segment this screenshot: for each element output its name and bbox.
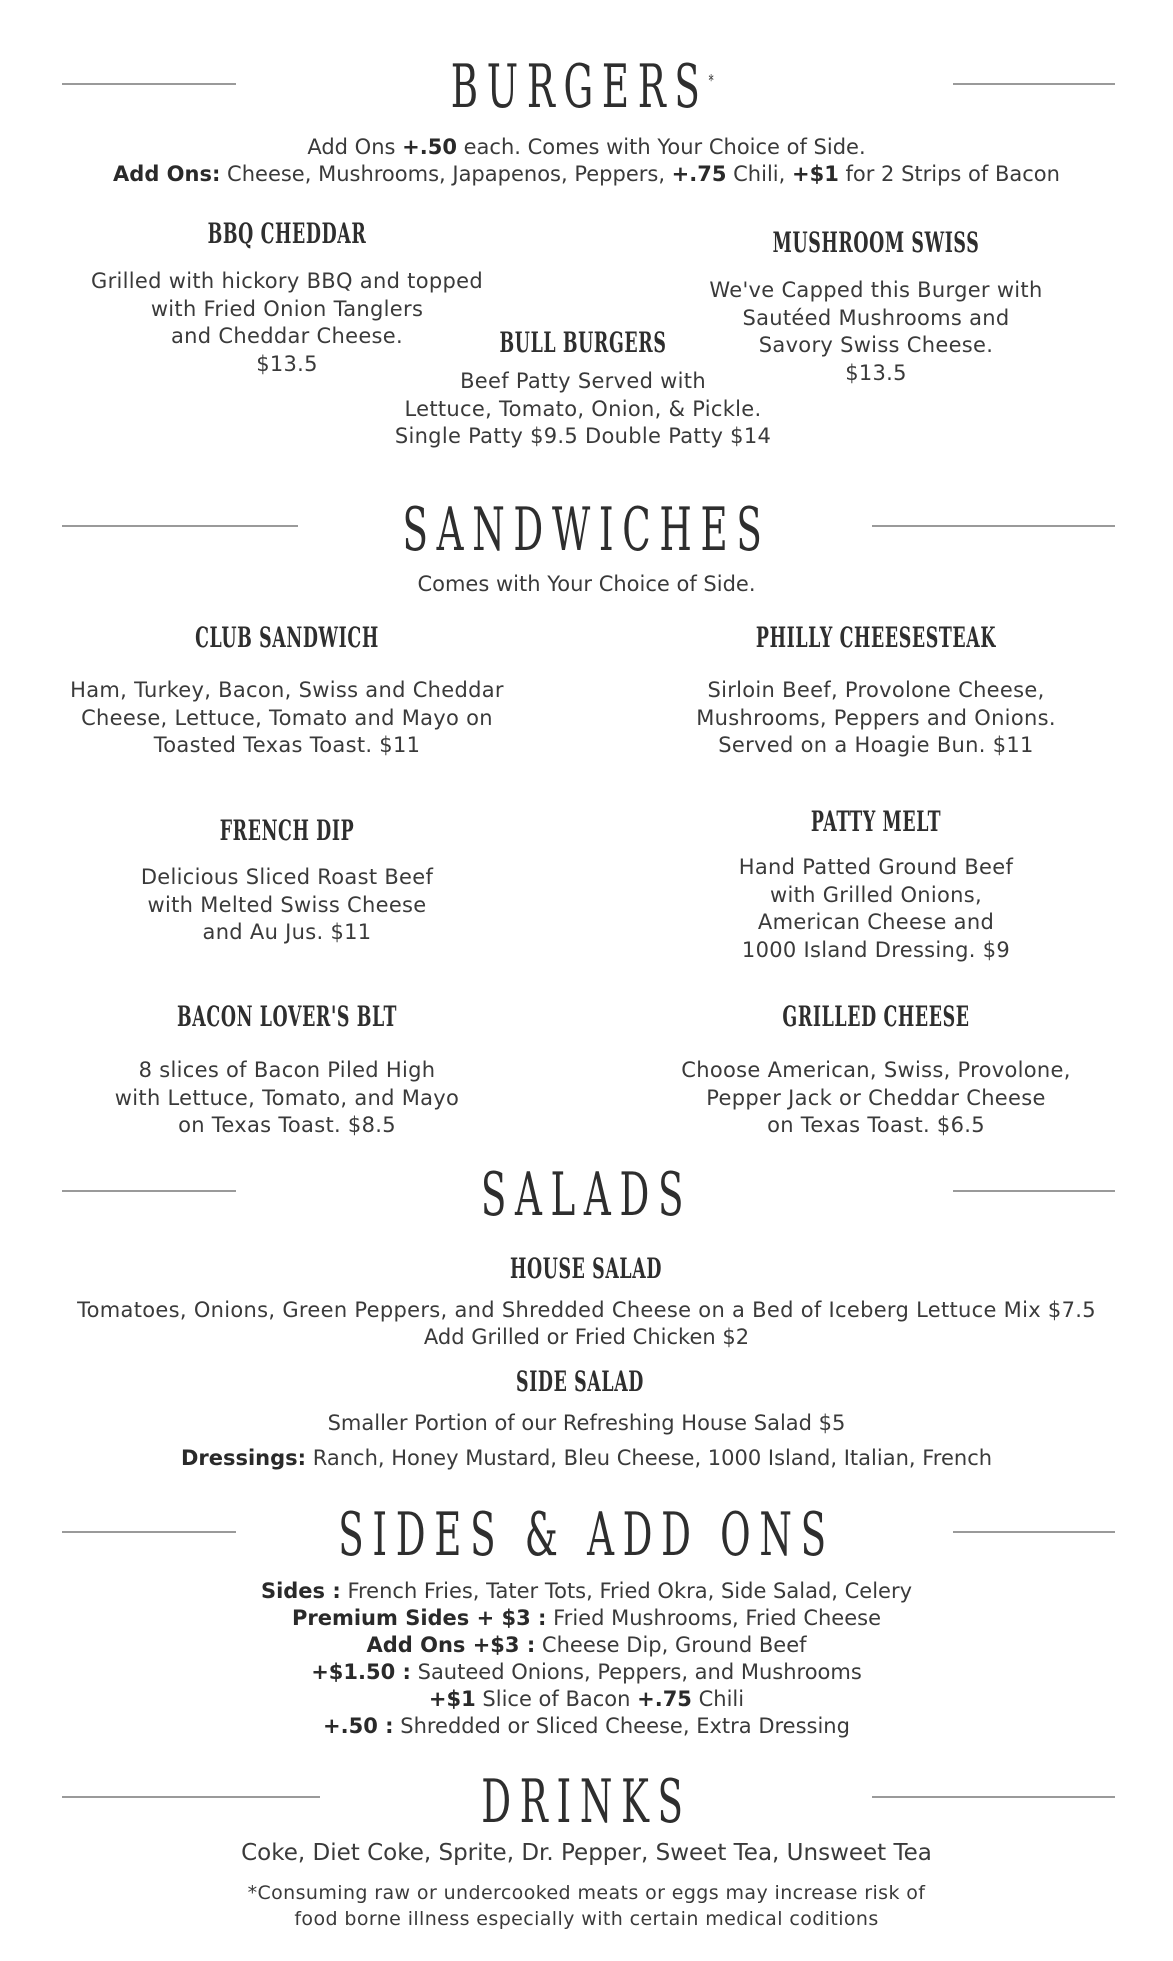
burgers-rule-right: [953, 83, 1115, 85]
drinks-list: Coke, Diet Coke, Sprite, Dr. Pepper, Sweet Tea, Unsweet Tea: [241, 1840, 932, 1866]
desc-line: Ham, Turkey, Bacon, Swiss and Cheddar: [70, 678, 504, 702]
sides-row-label: Premium Sides + $3 :: [291, 1606, 547, 1630]
item-desc-bacon-lovers-blt: [37, 1057, 537, 1140]
sides-title: SIDES & ADD ONS: [338, 1500, 835, 1570]
burgers-addons-line1: [0, 133, 1173, 161]
sides-cheese-label: +.50 :: [323, 1714, 394, 1738]
desc-line: and Cheddar Cheese.: [171, 324, 403, 348]
desc-line: with Lettuce, Tomato, and Mayo: [114, 1085, 460, 1110]
desc-line: on Texas Toast. $8.5: [178, 1113, 396, 1137]
desc-line: Toasted Texas Toast. $11: [153, 733, 421, 757]
sandwiches-title: SANDWICHES: [402, 495, 771, 565]
item-desc-club-sandwich: [37, 677, 537, 760]
desc-line: $13.5: [845, 360, 907, 385]
sides-row-label: +$1.50 :: [311, 1660, 411, 1684]
sides-chili-text: Chili: [691, 1687, 745, 1711]
desc-line: Single Patty $9.5 Double Patty $14: [394, 424, 772, 448]
item-title-side-salad: SIDE SALAD: [516, 1365, 644, 1398]
disclaimer-line2: food borne illness especially with certain medical coditions: [294, 1908, 879, 1930]
sandwiches-subtitle: Comes with Your Choice of Side.: [417, 572, 756, 596]
item-title-bbq-cheddar: BBQ CHEDDAR: [207, 217, 367, 250]
drinks-title: DRINKS: [481, 1767, 692, 1837]
item-title-bull-burgers: BULL BURGERS: [499, 326, 667, 359]
burgers-addons-list: Cheese, Mushrooms, Japapenos, Peppers,: [220, 162, 672, 186]
sides-rule-left: [62, 1531, 236, 1533]
dressings-text: Ranch, Honey Mustard, Bleu Cheese, 1000 Island, Italian, French: [306, 1446, 993, 1470]
desc-line: Savory Swiss Cheese.: [758, 333, 994, 357]
desc-line: Mushrooms, Peppers and Onions.: [696, 705, 1056, 730]
item-title-bacon-lovers-blt: BACON LOVER'S BLT: [177, 1000, 397, 1033]
desc-line: with Fried Onion Tanglers: [150, 296, 424, 321]
burgers-addons-line2: [0, 160, 1173, 188]
burgers-addons-pre: Add Ons: [307, 135, 403, 159]
disclaimer-line1: *Consuming raw or undercooked meats or eggs may increase risk of: [247, 1882, 926, 1904]
sides-bacon-price: +$1: [428, 1687, 476, 1711]
salads-rule-left: [62, 1190, 236, 1192]
dressings-label: Dressings:: [180, 1446, 307, 1470]
sides-chili-price: +.75: [637, 1687, 692, 1711]
sides-row-3: [0, 1658, 1173, 1686]
burgers-chili-text: Chili,: [726, 162, 792, 186]
burgers-title-mark: *: [708, 71, 723, 90]
item-desc-french-dip: [37, 864, 537, 947]
side-salad-line: Smaller Portion of our Refreshing House Salad $5: [327, 1411, 846, 1435]
sides-row-text: French Fries, Tater Tots, Fried Okra, Side Salad, Celery: [340, 1579, 913, 1603]
desc-line: Cheese, Lettuce, Tomato and Mayo on: [81, 705, 493, 730]
desc-line: Lettuce, Tomato, Onion, & Pickle.: [404, 396, 762, 421]
item-title-patty-melt: PATTY MELT: [810, 805, 942, 838]
desc-line: $13.5: [256, 351, 318, 376]
desc-line: Hand Patted Ground Beef: [738, 855, 1014, 879]
burgers-bacon-price: +$1: [791, 162, 839, 186]
desc-line: American Cheese and: [757, 910, 995, 934]
desc-line: on Texas Toast. $6.5: [767, 1113, 985, 1137]
item-desc-grilled-cheese: [626, 1057, 1126, 1140]
burgers-title-text: BURGERS: [450, 52, 709, 122]
sides-row-1: [0, 1604, 1173, 1632]
item-desc-bbq-cheddar: [37, 268, 537, 378]
sides-row-text: Fried Mushrooms, Fried Cheese: [546, 1606, 881, 1630]
salads-rule-right: [953, 1190, 1115, 1192]
desc-line: Delicious Sliced Roast Beef: [140, 865, 434, 889]
sides-bacon-text: Slice of Bacon: [475, 1687, 638, 1711]
item-desc-bull-burgers: [333, 368, 833, 451]
sides-row-text: Cheese Dip, Ground Beef: [535, 1633, 807, 1657]
desc-line: Beef Patty Served with: [460, 369, 706, 393]
burgers-chili-price: +.75: [671, 162, 727, 186]
dressings-line: [0, 1444, 1173, 1472]
burgers-addons-price: +.50: [402, 135, 457, 159]
sides-rule-right: [953, 1531, 1115, 1533]
burgers-addons-post: each. Comes with Your Choice of Side.: [456, 135, 866, 159]
desc-line: with Melted Swiss Cheese: [147, 892, 427, 917]
item-title-philly-cheesesteak: PHILLY CHEESESTEAK: [755, 621, 997, 654]
house-salad-line2: Add Grilled or Fried Chicken $2: [423, 1325, 750, 1349]
desc-line: with Grilled Onions,: [769, 882, 982, 907]
desc-line: We've Capped this Burger with: [709, 278, 1043, 302]
burgers-addons-label: Add Ons:: [113, 162, 221, 186]
burgers-bacon-text: for 2 Strips of Bacon: [838, 162, 1060, 186]
desc-line: and Au Jus. $11: [202, 920, 372, 944]
item-title-grilled-cheese: GRILLED CHEESE: [782, 1000, 970, 1033]
sides-row-label: Add Ons +$3 :: [366, 1633, 536, 1657]
sides-row-cheese: [0, 1712, 1173, 1740]
item-title-french-dip: FRENCH DIP: [219, 814, 355, 847]
desc-line: Sirloin Beef, Provolone Cheese,: [707, 678, 1045, 702]
sides-row-2: [0, 1631, 1173, 1659]
item-title-house-salad: HOUSE SALAD: [509, 1252, 663, 1285]
sides-row-text: Sauteed Onions, Peppers, and Mushrooms: [410, 1660, 862, 1684]
sides-cheese-text: Shredded or Sliced Cheese, Extra Dressing: [393, 1714, 850, 1738]
item-title-club-sandwich: CLUB SANDWICH: [195, 621, 379, 654]
item-title-mushroom-swiss: MUSHROOM SWISS: [772, 226, 980, 259]
desc-line: 1000 Island Dressing. $9: [741, 937, 1011, 962]
sides-row-label: Sides :: [260, 1579, 341, 1603]
sides-row-0: [0, 1577, 1173, 1605]
burgers-rule-left: [62, 83, 236, 85]
burgers-title: [223, 52, 950, 122]
desc-line: Choose American, Swiss, Provolone,: [681, 1058, 1071, 1082]
desc-line: 8 slices of Bacon Piled High: [138, 1058, 436, 1082]
sides-row-bacon-chili: [0, 1685, 1173, 1713]
house-salad-line1: Tomatoes, Onions, Green Peppers, and Shredded Cheese on a Bed of Iceberg Lettuce Mix $7.5: [77, 1298, 1096, 1322]
desc-line: Sautéed Mushrooms and: [742, 305, 1010, 330]
salads-title: SALADS: [480, 1160, 693, 1230]
desc-line: Grilled with hickory BBQ and topped: [91, 269, 483, 293]
item-desc-patty-melt: [626, 854, 1126, 964]
desc-line: Pepper Jack or Cheddar Cheese: [706, 1085, 1046, 1110]
item-desc-philly-cheesesteak: [626, 677, 1126, 760]
desc-line: Served on a Hoagie Bun. $11: [718, 733, 1034, 757]
